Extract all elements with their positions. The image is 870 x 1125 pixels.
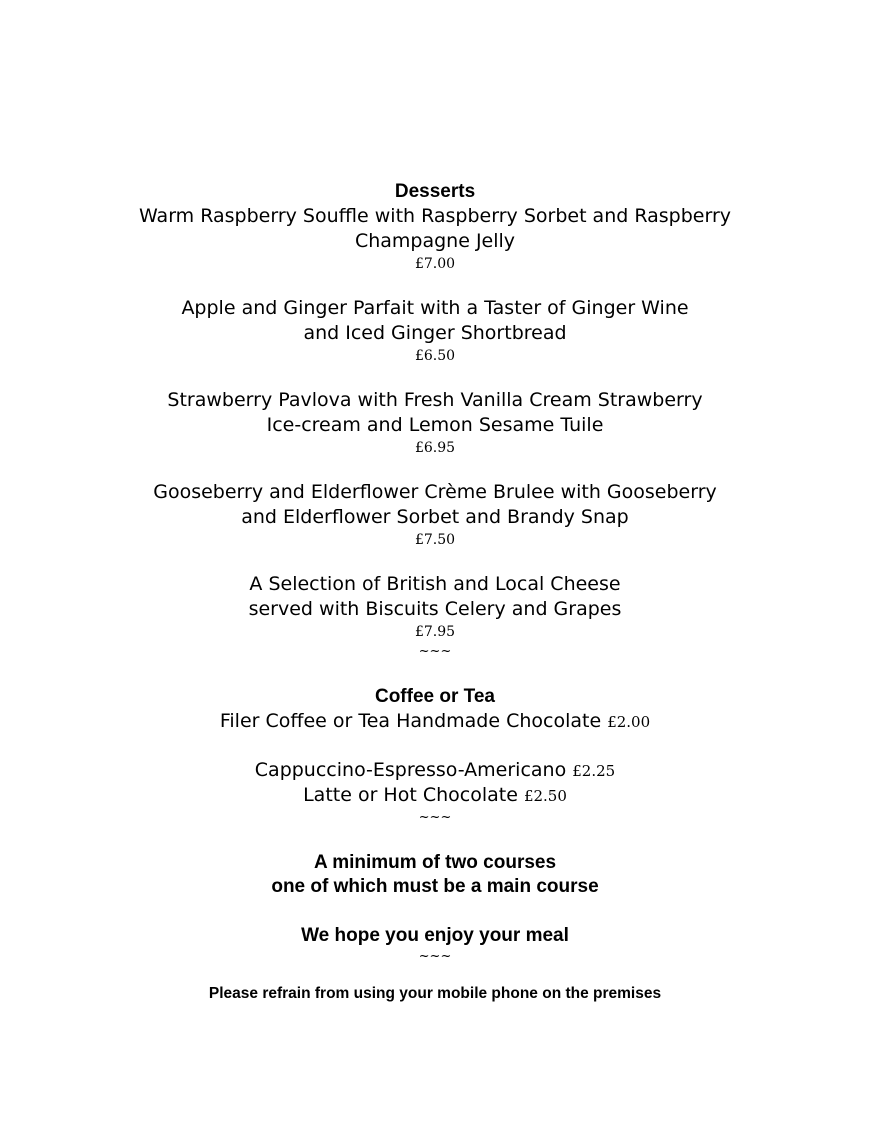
mobile-phone-notice: Please refrain from using your mobile phone on the premises — [208, 985, 662, 1002]
dessert-item — [0, 388, 870, 459]
minimum-courses-note: one of which must be a main course — [271, 876, 599, 897]
coffee-line-price: £2.50 — [523, 787, 567, 805]
dessert-item-price: £6.95 — [414, 440, 456, 456]
dessert-item — [0, 204, 870, 275]
section-separator: ~~~ — [418, 644, 452, 659]
dessert-item — [0, 572, 870, 661]
dessert-item-description: served with Biscuits Celery and Grapes — [248, 597, 622, 620]
dessert-item-description: and Iced Ginger Shortbread — [303, 321, 567, 344]
dessert-item-description: and Elderflower Sorbet and Brandy Snap — [241, 505, 629, 528]
coffee-line — [0, 783, 870, 809]
desserts-heading: Desserts — [394, 181, 476, 202]
section-separator: ~~~ — [418, 809, 452, 825]
coffee-line-text: Filer Coffee or Tea Handmade Chocolate — [219, 710, 602, 732]
dessert-item-price: £6.50 — [414, 348, 456, 364]
dessert-item — [0, 480, 870, 551]
coffee-line-text: Cappuccino-Espresso-Americano — [254, 758, 567, 781]
dessert-item-description: Strawberry Pavlova with Fresh Vanilla Cream Strawberry — [167, 389, 703, 411]
dessert-item-price: £7.00 — [414, 256, 456, 272]
dessert-item-description: Warm Raspberry Souffle with Raspberry Sorbet and Raspberry — [138, 205, 732, 227]
coffee-section — [0, 685, 870, 827]
dessert-item-description: Gooseberry and Elderflower Crème Brulee with Gooseberry — [153, 481, 717, 503]
dessert-item-description: A Selection of British and Local Cheese — [249, 573, 621, 595]
notes-section — [0, 851, 870, 1005]
section-separator: ~~~ — [418, 949, 452, 964]
coffee-line — [0, 709, 870, 735]
desserts-section — [0, 180, 870, 661]
dessert-item-price: £7.95 — [414, 624, 456, 640]
minimum-courses-note: A minimum of two courses — [313, 851, 557, 873]
dessert-item — [0, 296, 870, 367]
coffee-line-price: £2.00 — [607, 713, 651, 731]
dessert-item-description: Apple and Ginger Parfait with a Taster of Ginger Wine — [181, 297, 689, 319]
dessert-item-description: Ice-cream and Lemon Sesame Tuile — [266, 413, 604, 436]
coffee-heading: Coffee or Tea — [374, 686, 495, 707]
coffee-line-price: £2.25 — [572, 761, 616, 780]
dessert-item-price: £7.50 — [414, 532, 456, 548]
enjoy-meal-note: We hope you enjoy your meal — [301, 924, 569, 946]
coffee-line-text: Latte or Hot Chocolate — [303, 784, 518, 806]
menu-page — [0, 180, 870, 1004]
dessert-item-description: Champagne Jelly — [354, 229, 516, 252]
coffee-line — [0, 758, 870, 784]
